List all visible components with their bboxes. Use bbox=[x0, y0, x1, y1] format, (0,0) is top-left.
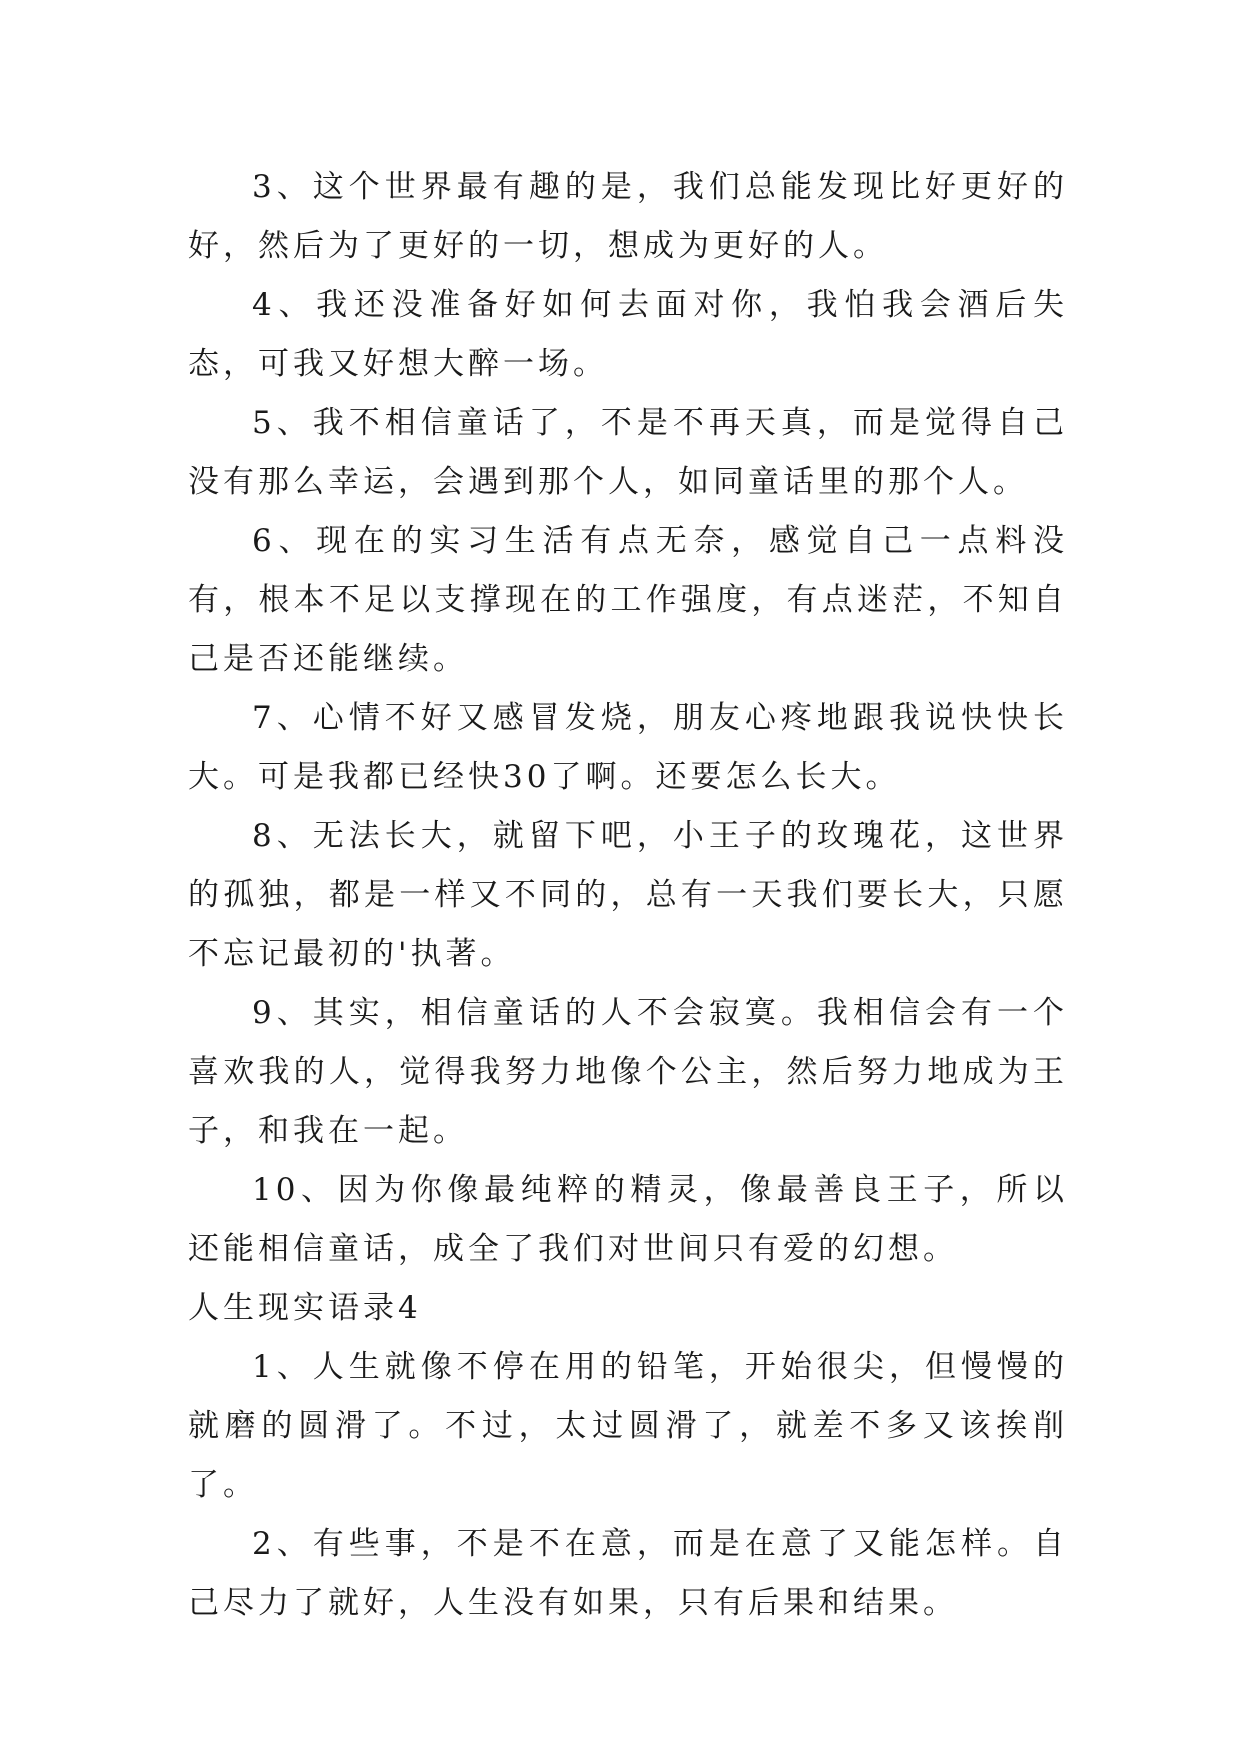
paragraph-3: 3、这个世界最有趣的是，我们总能发现比好更好的好，然后为了更好的一切，想成为更好的人。 bbox=[188, 169, 1068, 264]
paragraph-9: 9、其实，相信童话的人不会寂寞。我相信会有一个喜欢我的人，觉得我努力地像个公主，然后努力地成为王子，和我在一起。 bbox=[188, 995, 1068, 1149]
section-paragraph-1: 1、人生就像不停在用的铅笔，开始很尖，但慢慢的就磨的圆滑了。不过，太过圆滑了，就差不多又该挨削了。 bbox=[188, 1349, 1068, 1503]
paragraph-6: 6、现在的实习生活有点无奈，感觉自己一点料没有，根本不足以支撑现在的工作强度，有点迷茫，不知自己是否还能继续。 bbox=[188, 523, 1068, 677]
paragraph-5: 5、我不相信童话了，不是不再天真，而是觉得自己没有那么幸运，会遇到那个人，如同童话里的那个人。 bbox=[188, 405, 1068, 500]
section-paragraph-2: 2、有些事，不是不在意，而是在意了又能怎样。自己尽力了就好，人生没有如果，只有后果和结果。 bbox=[188, 1526, 1068, 1621]
section-heading: 人生现实语录4 bbox=[188, 1290, 422, 1326]
paragraph-4: 4、我还没准备好如何去面对你，我怕我会酒后失态，可我又好想大醉一场。 bbox=[188, 287, 1068, 382]
paragraph-10: 10、因为你像最纯粹的精灵，像最善良王子，所以还能相信童话，成全了我们对世间只有爱的幻想。 bbox=[188, 1172, 1068, 1267]
document-body bbox=[188, 158, 1068, 1633]
paragraph-7: 7、心情不好又感冒发烧，朋友心疼地跟我说快快长大。可是我都已经快30了啊。还要怎么长大。 bbox=[188, 700, 1068, 795]
paragraph-8: 8、无法长大，就留下吧，小王子的玫瑰花，这世界的孤独，都是一样又不同的，总有一天我们要长大，只愿不忘记最初的'执著。 bbox=[188, 818, 1068, 972]
